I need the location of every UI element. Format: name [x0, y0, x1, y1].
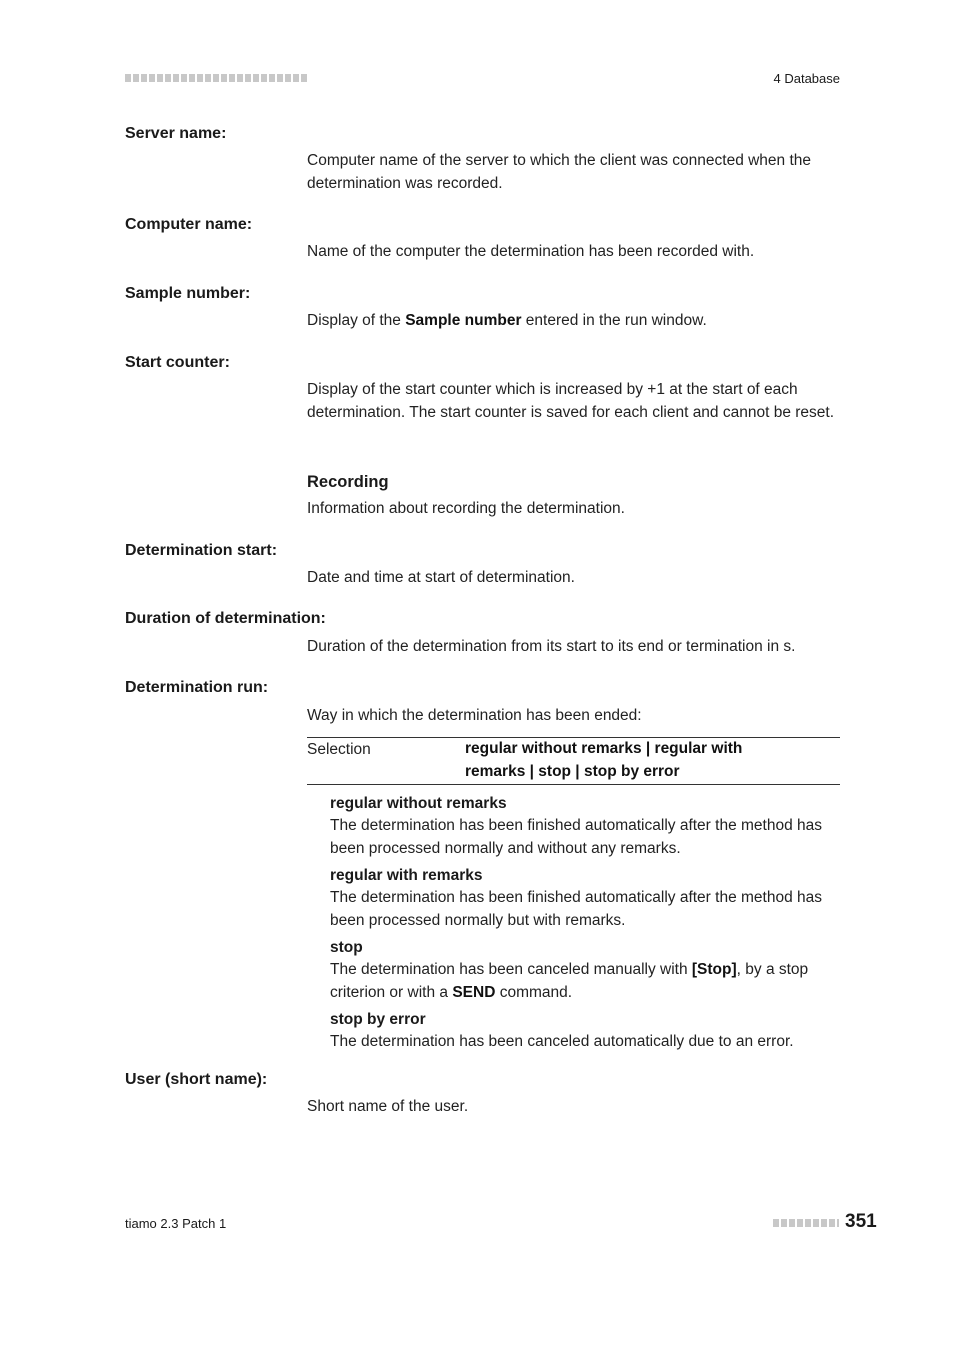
option-regular-with-remarks	[330, 865, 840, 932]
term-user-short-name: User (short name):	[125, 1071, 268, 1088]
option-name: stop	[330, 939, 363, 956]
term-sample-number: Sample number:	[125, 285, 251, 302]
selection-label: Selection	[307, 741, 371, 758]
selection-table	[307, 737, 840, 785]
desc-determination-start: Date and time at start of determination.	[307, 569, 575, 586]
footer-product: tiamo 2.3 Patch 1	[125, 1216, 227, 1231]
term-server-name: Server name:	[125, 125, 227, 142]
option-stop-by-error	[330, 1009, 840, 1054]
section-heading: Recording	[307, 473, 389, 491]
section-intro: Information about recording the determination.	[307, 500, 625, 517]
desc-determination-run: Way in which the determination has been ended:	[307, 707, 642, 724]
chapter-title: 4 Database	[773, 71, 840, 86]
header-decoration	[125, 74, 307, 82]
desc-duration: Duration of the determination from its start to its end or termination in s.	[307, 638, 796, 655]
option-desc: The determination has been finished automatically after the method has been processed normally but with remarks.	[330, 889, 822, 929]
option-desc: The determination has been canceled automatically due to an error.	[330, 1033, 794, 1050]
desc-start-counter: Display of the start counter which is increased by +1 at the start of each determination. The start counter is saved for each client and cannot be reset.	[307, 381, 835, 421]
option-name: regular with remarks	[330, 867, 483, 884]
option-desc: The determination has been canceled manually with [Stop], by a stop criterion or with a SEND command.	[330, 961, 809, 1001]
desc-computer-name: Name of the computer the determination has been recorded with.	[307, 243, 755, 260]
desc-sample-number: Display of the Sample number entered in the run window.	[307, 312, 707, 329]
option-name: stop by error	[330, 1011, 426, 1028]
option-desc: The determination has been finished automatically after the method has been processed normally and without any remarks.	[330, 817, 822, 857]
page-number: 351	[845, 1211, 877, 1232]
selection-values: regular without remarks | regular with remarks | stop | stop by error	[465, 740, 743, 780]
term-duration: Duration of determination:	[125, 610, 326, 627]
desc-user-short-name: Short name of the user.	[307, 1098, 469, 1115]
option-regular-without-remarks	[330, 793, 840, 860]
desc-server-name: Computer name of the server to which the client was connected when the determination was recorded.	[307, 152, 812, 192]
term-determination-run: Determination run:	[125, 679, 269, 696]
option-stop	[330, 937, 840, 1004]
option-name: regular without remarks	[330, 795, 507, 812]
term-computer-name: Computer name:	[125, 216, 253, 233]
term-start-counter: Start counter:	[125, 354, 230, 371]
term-determination-start: Determination start:	[125, 542, 278, 559]
footer-decoration	[773, 1219, 839, 1227]
